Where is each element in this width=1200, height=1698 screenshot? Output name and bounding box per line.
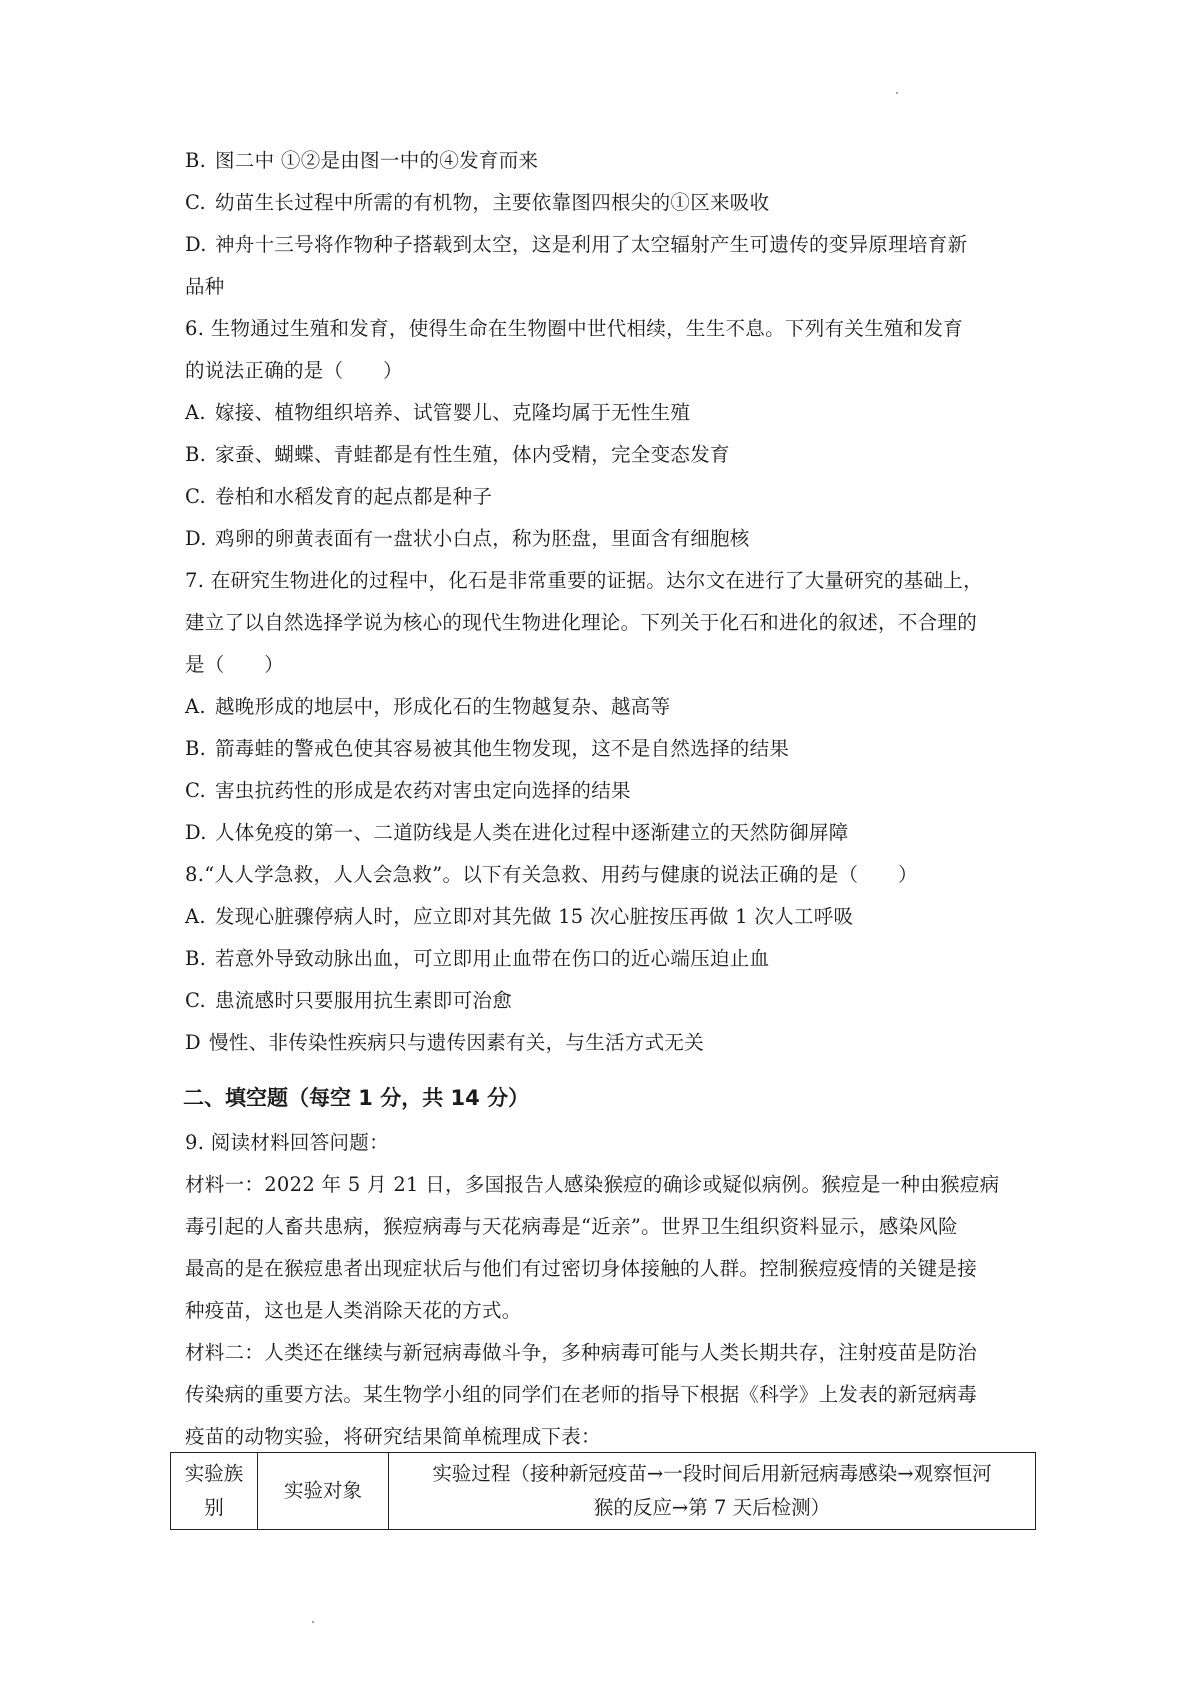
q5-option-d (185, 232, 967, 258)
table-header-row (171, 1453, 1036, 1530)
option-text: 家蚕、蝴蝶、青蛙都是有性生殖，体内受精，完全变态发育 (215, 443, 730, 466)
q9-stem: 9. 阅读材料回答问题： (185, 1131, 389, 1154)
q6-stem-line-2: 的说法正确的是（ ） (185, 359, 403, 382)
option-text: 患流感时只要服用抗生素即可治愈 (215, 989, 513, 1012)
header-cell-process (389, 1453, 1036, 1530)
option-text: 越晚形成的地层中，形成化石的生物越复杂、越高等 (215, 695, 671, 718)
q8-stem: 8.“人人学急救，人人会急救”。以下有关急救、用药与健康的说法正确的是（ ） (185, 863, 918, 886)
option-text: 鸡卵的卵黄表面有一盘状小白点，称为胚盘，里面含有细胞核 (215, 527, 750, 550)
q7-option-d (185, 820, 849, 846)
option-letter: B. (185, 149, 207, 172)
q8-option-b (185, 946, 769, 972)
experiment-table (170, 1452, 1036, 1530)
q6-option-c (185, 484, 492, 510)
q7-option-b (185, 736, 789, 762)
q8-option-a (185, 904, 853, 930)
q6-stem-line-1: 6. 生物通过生殖和发育，使得生命在生物圈中世代相续，生生不息。下列有关生殖和发育 (185, 317, 964, 340)
q5-option-b (185, 148, 538, 174)
option-text: 神舟十三号将作物种子搭载到太空，这是利用了太空辐射产生可遗传的变异原理培育新 (215, 233, 968, 256)
option-letter: A. (185, 905, 206, 928)
section-title: 二、填空题（每空 1 分，共 14 分） (183, 1086, 530, 1110)
option-letter: A. (185, 401, 206, 424)
option-letter: C. (185, 989, 207, 1012)
option-text: 人体免疫的第一、二道防线是人类在进化过程中逐渐建立的天然防御屏障 (215, 821, 849, 844)
q5-option-d-cont: 品种 (185, 275, 225, 298)
q6-option-d (185, 526, 750, 552)
q7-stem-line-3: 是（ ） (185, 653, 285, 676)
q9-material1-line-3: 最高的是在猴痘患者出现症状后与他们有过密切身体接触的人群。控制猴痘疫情的关键是接 (185, 1257, 978, 1280)
q7-stem-line-2: 建立了以自然选择学说为核心的现代生物进化理论。下列关于化石和进化的叙述，不合理的 (185, 611, 978, 634)
q9-material2-line-3: 疫苗的动物实验，将研究结果简单梳理成下表： (185, 1425, 601, 1448)
q9-material2-line-2: 传染病的重要方法。某生物学小组的同学们在老师的指导下根据《科学》上发表的新冠病毒 (185, 1383, 978, 1406)
q9-material1-line-1: 材料一：2022 年 5 月 21 日，多国报告人感染猴痘的确诊或疑似病例。猴痘是一种由猴痘病 (185, 1173, 1000, 1196)
q6-option-b (185, 442, 730, 468)
q9-material1-line-4: 种疫苗，这也是人类消除天花的方式。 (185, 1299, 522, 1322)
header-cell-group (171, 1453, 258, 1530)
option-text: 图二中 ①②是由图一中的④发育而来 (215, 149, 539, 172)
q5-option-c (185, 190, 769, 216)
option-text: 幼苗生长过程中所需的有机物，主要依靠图四根尖的①区来吸收 (215, 191, 770, 214)
option-text: 慢性、非传染性疾病只与遗传因素有关，与生活方式无关 (209, 1031, 705, 1054)
option-text: 害虫抗药性的形成是农药对害虫定向选择的结果 (215, 779, 631, 802)
header-cell-subject: 实验对象 (258, 1453, 389, 1530)
q7-stem-line-1: 7. 在研究生物进化的过程中，化石是非常重要的证据。达尔文在进行了大量研究的基础上， (185, 569, 983, 592)
q7-option-a (185, 694, 670, 720)
option-letter: D. (185, 233, 207, 256)
q7-option-c (185, 778, 631, 804)
option-letter: D. (185, 821, 207, 844)
q8-option-c (185, 988, 512, 1014)
header-process-line-1: 实验过程（接种新冠疫苗→一段时间后用新冠病毒感染→观察恒河 (432, 1462, 992, 1485)
option-letter: D (185, 1031, 201, 1054)
q6-option-a (185, 400, 690, 426)
option-letter: A. (185, 695, 206, 718)
scan-dot (312, 1621, 314, 1623)
option-letter: C. (185, 191, 207, 214)
header-group-line-1: 实验族 (184, 1462, 244, 1485)
option-text: 嫁接、植物组织培养、试管婴儿、克隆均属于无性生殖 (215, 401, 691, 424)
option-text: 若意外导致动脉出血，可立即用止血带在伤口的近心端压迫止血 (215, 947, 770, 970)
header-group-line-2: 别 (204, 1496, 224, 1519)
q8-option-d (185, 1030, 704, 1056)
option-text: 箭毒蛙的警戒色使其容易被其他生物发现，这不是自然选择的结果 (215, 737, 790, 760)
option-text: 发现心脏骤停病人时，应立即对其先做 15 次心脏按压再做 1 次人工呼吸 (215, 905, 854, 928)
option-letter: B. (185, 947, 207, 970)
q9-material2-line-1: 材料二：人类还在继续与新冠病毒做斗争，多种病毒可能与人类长期共存，注射疫苗是防治 (185, 1341, 978, 1364)
option-letter: C. (185, 779, 207, 802)
option-letter: C. (185, 485, 207, 508)
option-letter: D. (185, 527, 207, 550)
option-letter: B. (185, 737, 207, 760)
scan-dot (896, 92, 898, 94)
header-process-line-2: 猴的反应→第 7 天后检测） (593, 1496, 831, 1519)
option-text: 卷柏和水稻发育的起点都是种子 (215, 485, 493, 508)
option-letter: B. (185, 443, 207, 466)
q9-material1-line-2: 毒引起的人畜共患病，猴痘病毒与天花病毒是“近亲”。世界卫生组织资料显示，感染风险 (185, 1215, 958, 1238)
